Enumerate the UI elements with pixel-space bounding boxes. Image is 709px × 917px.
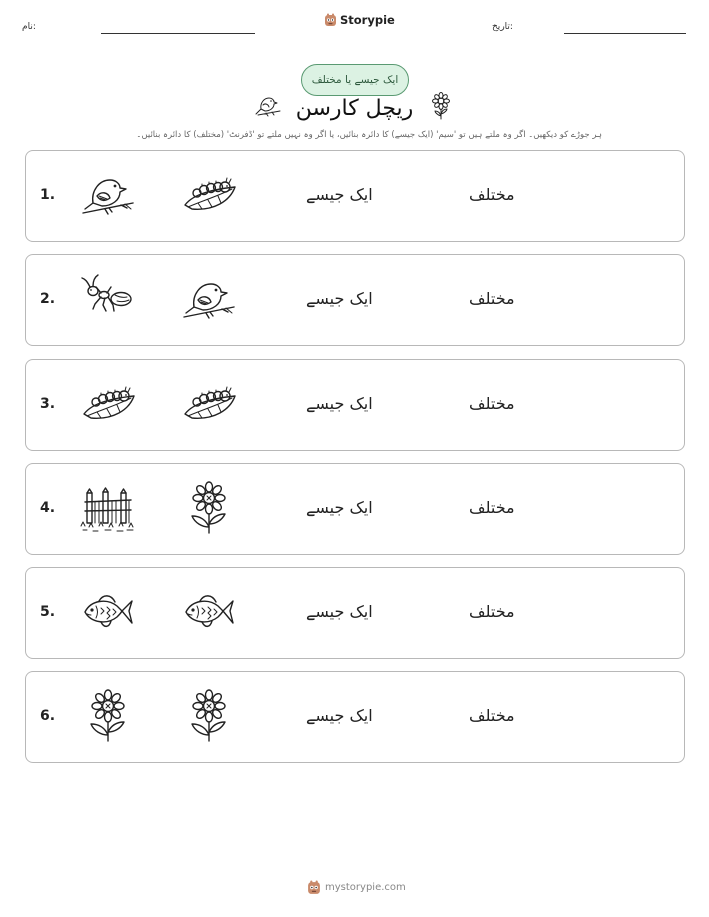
storypie-mascot-icon: [307, 880, 321, 895]
option-different[interactable]: مختلف: [469, 289, 515, 308]
option-same[interactable]: ایک جیسے: [306, 394, 373, 413]
caterpillar-on-leaf-icon: [79, 374, 137, 432]
brand-logo: [324, 13, 395, 27]
question-number: 6.: [40, 708, 56, 724]
question-number: 4.: [40, 500, 56, 516]
question-number: 5.: [40, 604, 56, 620]
date-label: تاریخ:: [492, 22, 513, 32]
flower-icon: [427, 91, 455, 121]
brand-name: Storypie: [340, 13, 395, 27]
caterpillar-on-leaf-icon: [180, 374, 238, 432]
page-title: ریچل کارسن: [295, 96, 414, 121]
question-row-1: [25, 150, 685, 242]
fish-icon: [79, 582, 137, 640]
option-same[interactable]: ایک جیسے: [306, 602, 373, 621]
flower-icon: [180, 686, 238, 744]
name-line[interactable]: [101, 33, 255, 34]
question-number: 1.: [40, 187, 56, 203]
bird-icon: [180, 269, 238, 327]
ant-icon: [79, 269, 137, 327]
name-label: نام:: [22, 22, 36, 32]
option-same[interactable]: ایک جیسے: [306, 498, 373, 517]
option-same[interactable]: ایک جیسے: [306, 706, 373, 725]
question-row-6: [25, 671, 685, 763]
bird-icon: [79, 165, 137, 223]
storypie-mascot-icon: [324, 13, 337, 27]
question-row-5: [25, 567, 685, 659]
footer-site-link[interactable]: mystorypie.com: [325, 882, 406, 893]
flower-icon: [79, 686, 137, 744]
flower-icon: [180, 478, 238, 536]
option-same[interactable]: ایک جیسے: [306, 185, 373, 204]
fish-icon: [180, 582, 238, 640]
footer: [307, 880, 406, 895]
question-row-2: [25, 254, 685, 346]
option-different[interactable]: مختلف: [469, 394, 515, 413]
question-number: 2.: [40, 291, 56, 307]
option-different[interactable]: مختلف: [469, 185, 515, 204]
option-different[interactable]: مختلف: [469, 498, 515, 517]
caterpillar-on-leaf-icon: [180, 165, 238, 223]
instructions: ہر جوڑے کو دیکھیں۔ اگر وہ ملتے ہیں تو 'سیم' (ایک جیسے) کا دائرہ بنائیں، یا اگر وہ نہیں ملتے تو 'ڈفرنٹ' (مختلف) کا دائرہ بنائیں۔: [136, 130, 602, 140]
question-number: 3.: [40, 396, 56, 412]
date-line[interactable]: [564, 33, 686, 34]
question-row-3: [25, 359, 685, 451]
fence-icon: [79, 478, 137, 536]
question-row-4: [25, 463, 685, 555]
option-same[interactable]: ایک جیسے: [306, 289, 373, 308]
worksheet-type-badge: ایک جیسے یا مختلف: [301, 64, 409, 96]
option-different[interactable]: مختلف: [469, 602, 515, 621]
option-different[interactable]: مختلف: [469, 706, 515, 725]
